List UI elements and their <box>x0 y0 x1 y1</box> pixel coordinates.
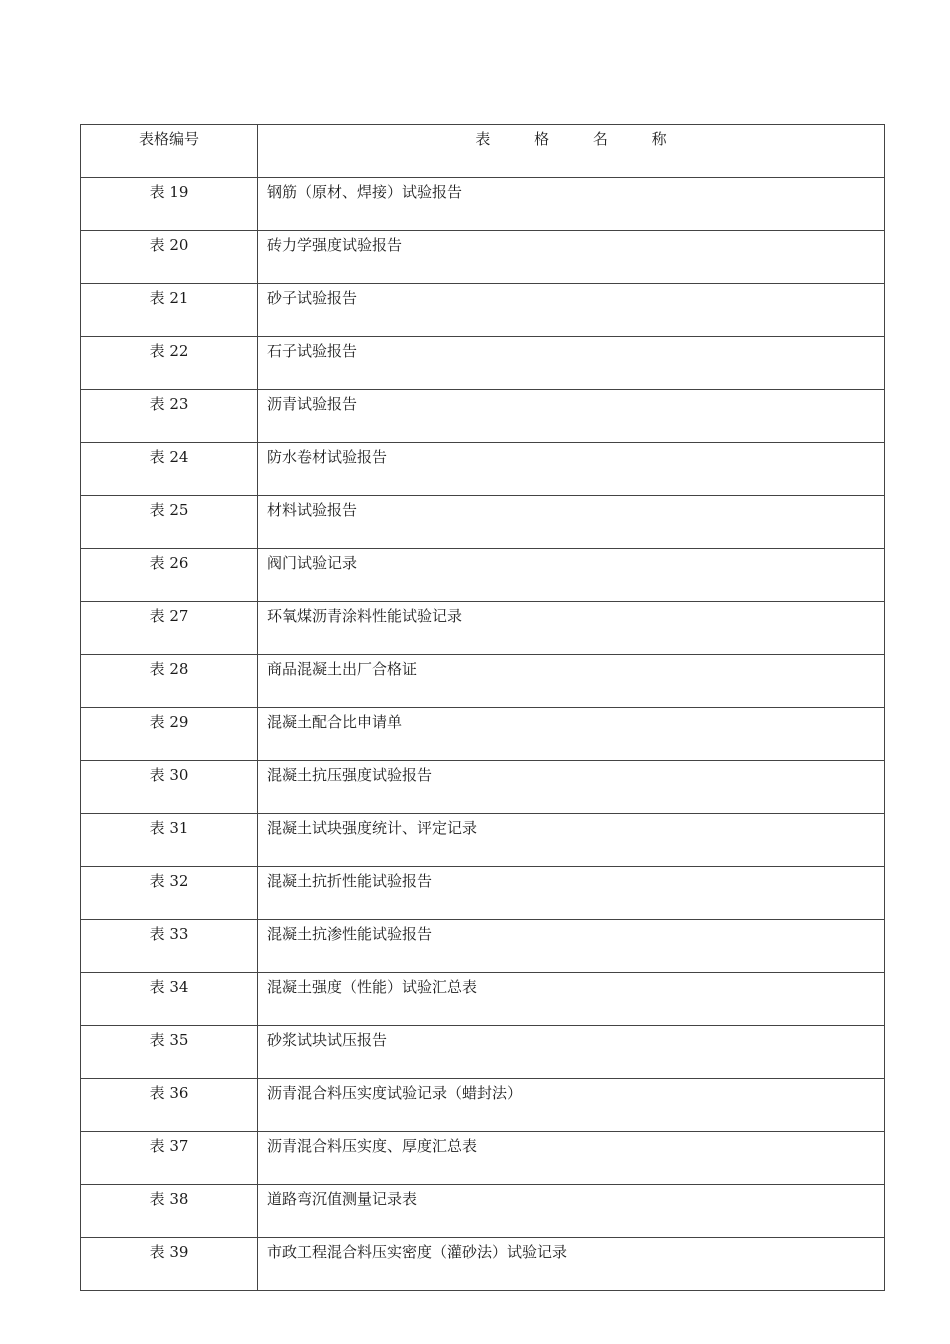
form-number-cell: 表 36 <box>81 1079 258 1132</box>
form-number-cell: 表 24 <box>81 443 258 496</box>
form-number-cell: 表 30 <box>81 761 258 814</box>
table-header-row <box>81 125 885 178</box>
form-name-cell: 沥青混合料压实度、厚度汇总表 <box>258 1132 885 1185</box>
form-number-cell: 表 26 <box>81 549 258 602</box>
table-row <box>81 814 885 867</box>
form-number-cell: 表 35 <box>81 1026 258 1079</box>
table-row <box>81 496 885 549</box>
header-form-name <box>258 125 885 178</box>
form-name-cell: 沥青混合料压实度试验记录（蜡封法） <box>258 1079 885 1132</box>
form-number-cell: 表 28 <box>81 655 258 708</box>
form-name-cell: 沥青试验报告 <box>258 390 885 443</box>
form-number-cell: 表 33 <box>81 920 258 973</box>
table-row <box>81 867 885 920</box>
form-number-cell: 表 23 <box>81 390 258 443</box>
form-name-cell: 环氧煤沥青涂料性能试验记录 <box>258 602 885 655</box>
form-name-cell: 道路弯沉值测量记录表 <box>258 1185 885 1238</box>
table-row <box>81 337 885 390</box>
form-name-cell: 混凝土抗折性能试验报告 <box>258 867 885 920</box>
table-row <box>81 231 885 284</box>
form-number-cell: 表 29 <box>81 708 258 761</box>
table-row <box>81 1026 885 1079</box>
form-number-cell: 表 34 <box>81 973 258 1026</box>
table-row <box>81 920 885 973</box>
table-row <box>81 1132 885 1185</box>
form-name-cell: 砂子试验报告 <box>258 284 885 337</box>
table-row <box>81 549 885 602</box>
table-row <box>81 973 885 1026</box>
form-name-cell: 砂浆试块试压报告 <box>258 1026 885 1079</box>
table-row <box>81 1238 885 1291</box>
header-form-name-text: 表 格 名 称 <box>475 130 687 148</box>
form-number-cell: 表 37 <box>81 1132 258 1185</box>
form-name-cell: 混凝土抗压强度试验报告 <box>258 761 885 814</box>
form-name-cell: 钢筋（原材、焊接）试验报告 <box>258 178 885 231</box>
table-row <box>81 1079 885 1132</box>
form-number-cell: 表 38 <box>81 1185 258 1238</box>
form-name-cell: 阀门试验记录 <box>258 549 885 602</box>
form-number-cell: 表 25 <box>81 496 258 549</box>
table-row <box>81 178 885 231</box>
form-name-cell: 混凝土强度（性能）试验汇总表 <box>258 973 885 1026</box>
table-row <box>81 602 885 655</box>
table-body <box>81 125 885 1291</box>
table-row <box>81 1185 885 1238</box>
form-name-cell: 市政工程混合料压实密度（灌砂法）试验记录 <box>258 1238 885 1291</box>
table-row <box>81 390 885 443</box>
table-row <box>81 761 885 814</box>
form-number-cell: 表 32 <box>81 867 258 920</box>
form-name-cell: 混凝土配合比申请单 <box>258 708 885 761</box>
form-number-cell: 表 31 <box>81 814 258 867</box>
form-name-cell: 材料试验报告 <box>258 496 885 549</box>
form-number-cell: 表 20 <box>81 231 258 284</box>
table-row <box>81 708 885 761</box>
form-name-cell: 混凝土试块强度统计、评定记录 <box>258 814 885 867</box>
header-form-number: 表格编号 <box>81 125 258 178</box>
form-number-cell: 表 19 <box>81 178 258 231</box>
table-row <box>81 655 885 708</box>
form-number-cell: 表 21 <box>81 284 258 337</box>
form-name-cell: 砖力学强度试验报告 <box>258 231 885 284</box>
form-name-cell: 防水卷材试验报告 <box>258 443 885 496</box>
form-number-cell: 表 27 <box>81 602 258 655</box>
table-row <box>81 443 885 496</box>
table-row <box>81 284 885 337</box>
form-name-cell: 混凝土抗渗性能试验报告 <box>258 920 885 973</box>
form-number-cell: 表 22 <box>81 337 258 390</box>
form-name-cell: 商品混凝土出厂合格证 <box>258 655 885 708</box>
form-index-table <box>80 124 885 1291</box>
form-name-cell: 石子试验报告 <box>258 337 885 390</box>
form-number-cell: 表 39 <box>81 1238 258 1291</box>
